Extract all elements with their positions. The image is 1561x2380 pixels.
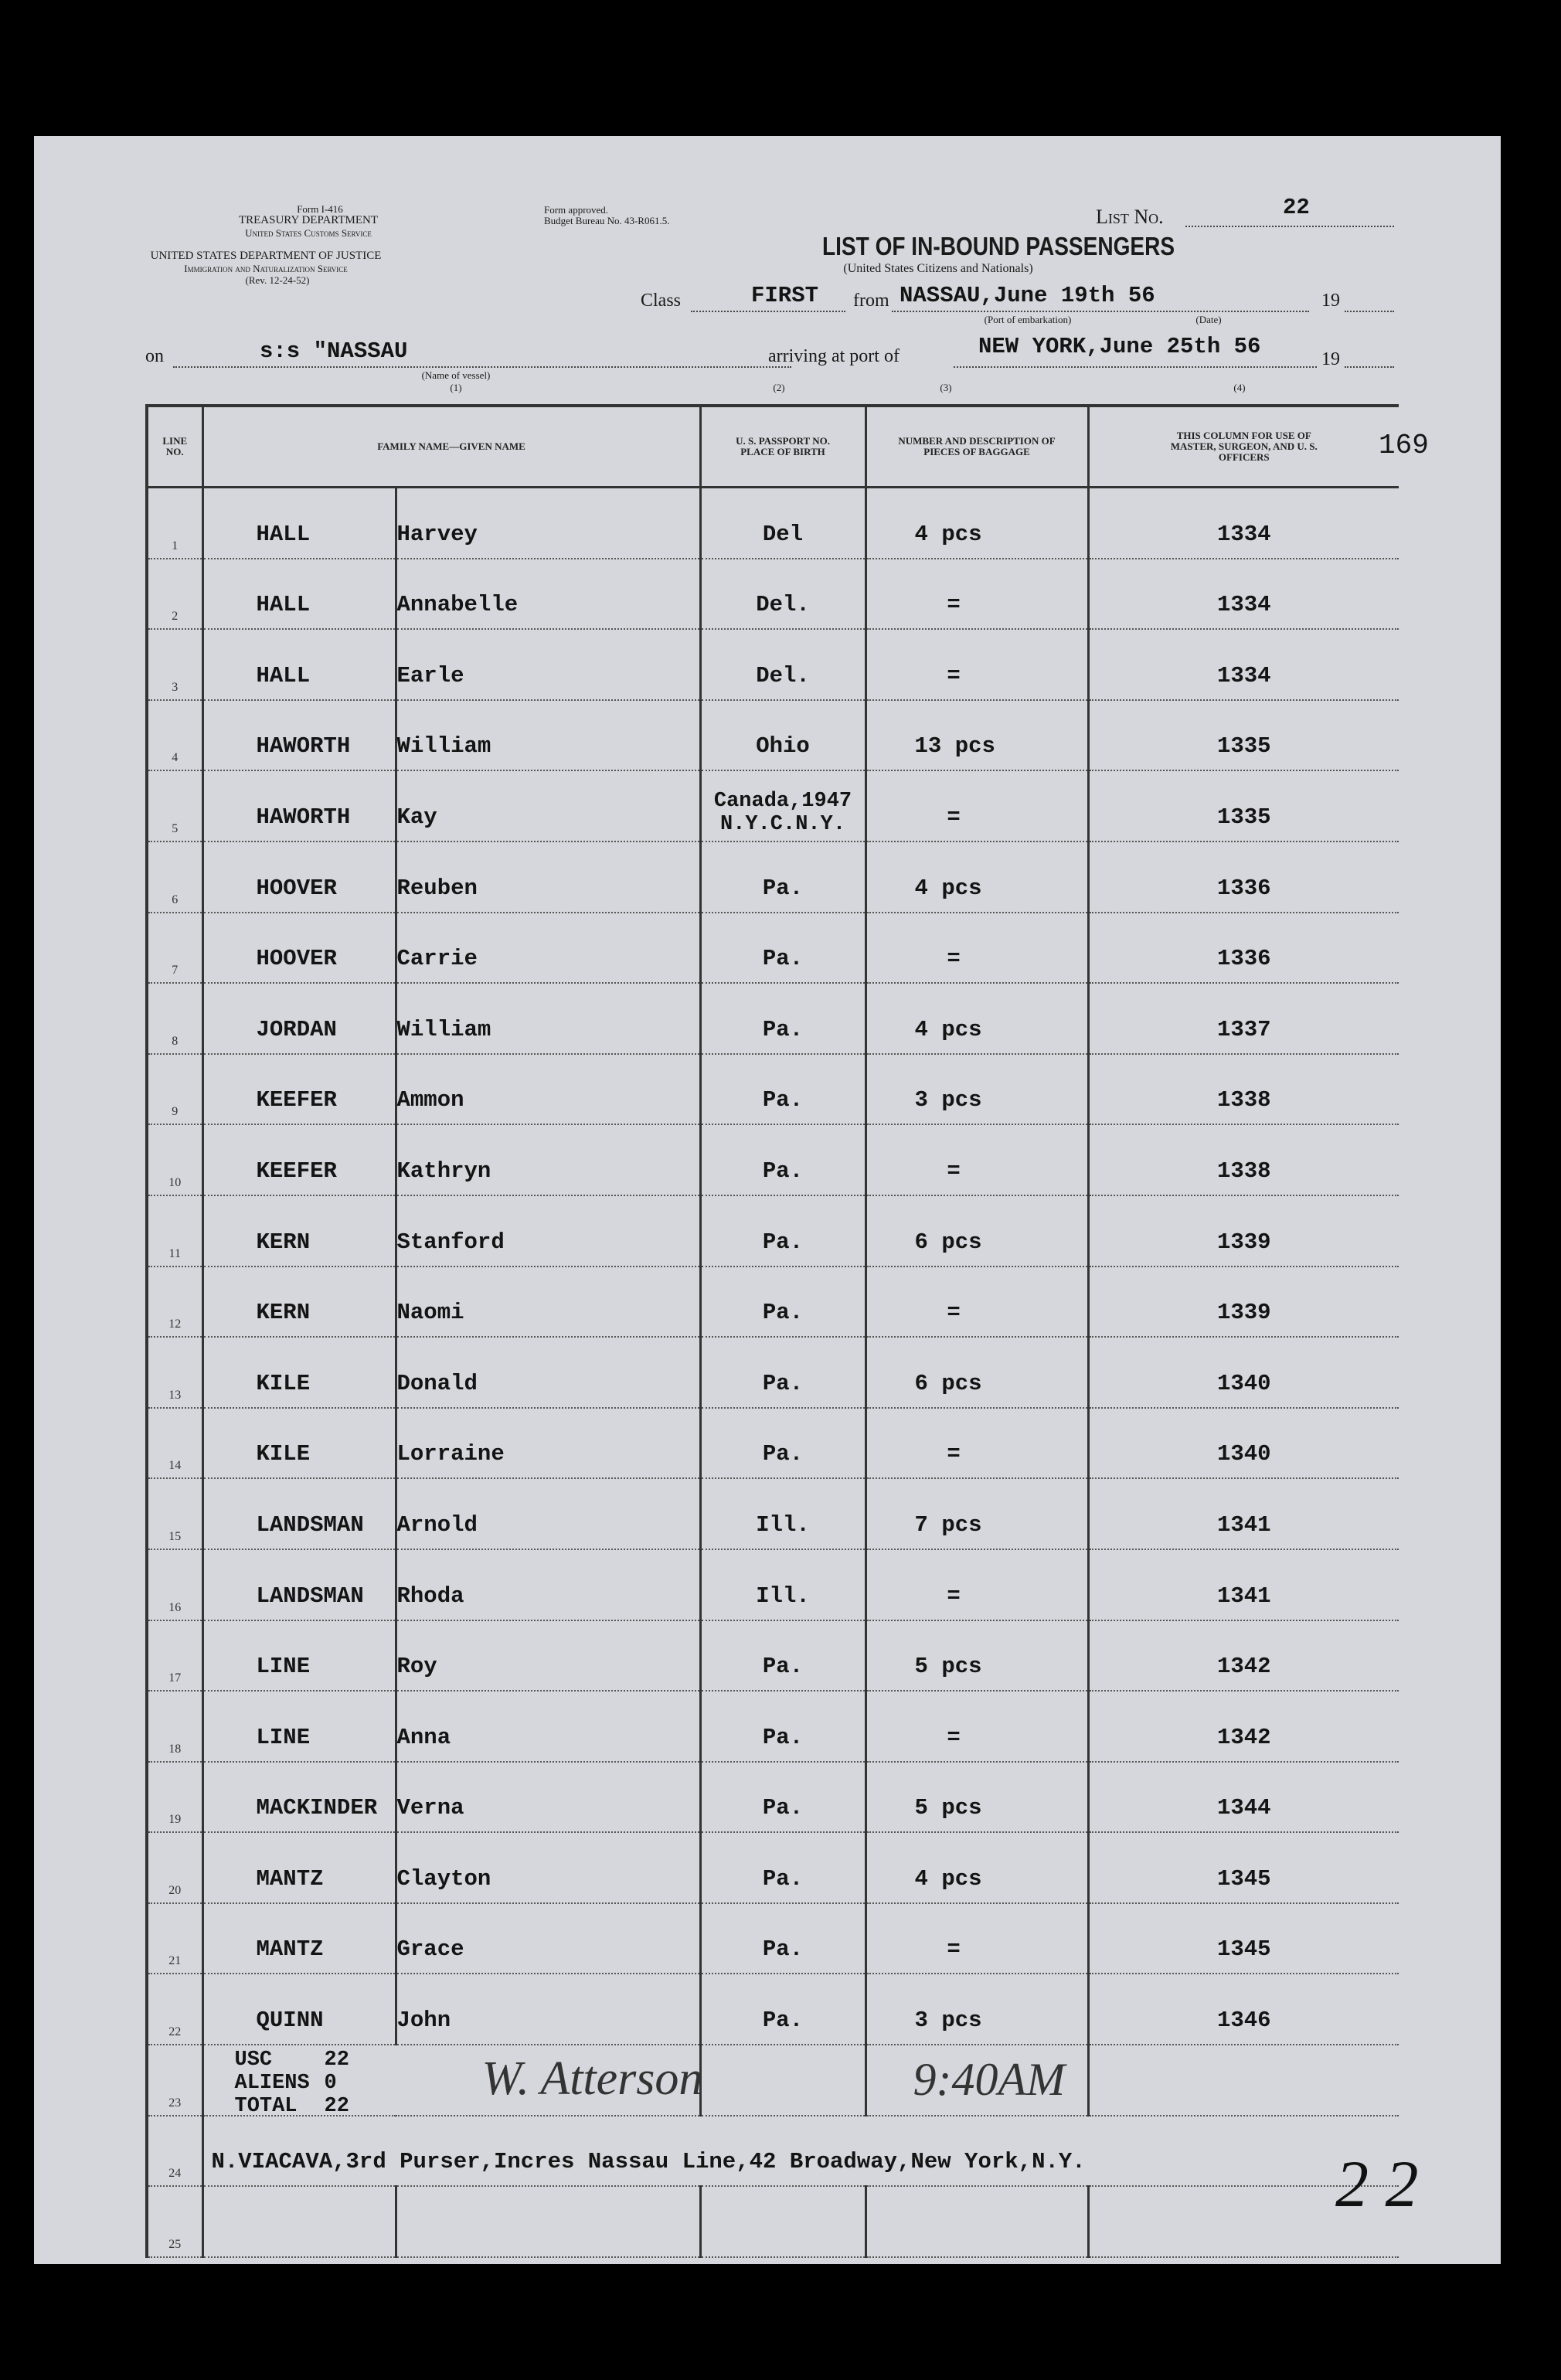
from-label: from (853, 291, 889, 311)
officer-number: 1339 (1216, 1300, 1271, 1326)
family-name: KILE (256, 1441, 311, 1467)
place-of-birth: Del (762, 521, 804, 547)
table-row (147, 1478, 1399, 1549)
year-label: 19 (1321, 291, 1340, 311)
year-label-2: 19 (1321, 349, 1340, 369)
class-label: Class (641, 291, 682, 311)
col2-caption: (2) (773, 382, 785, 393)
line-number: 4 (172, 751, 179, 765)
given-name: Arnold (396, 1511, 478, 1538)
place-of-birth: Pa. (762, 1300, 804, 1326)
family-name: HOOVER (256, 946, 337, 972)
family-name: KEEFER (256, 1087, 337, 1114)
officer-number: 1345 (1216, 1936, 1271, 1963)
family-name: HALL (256, 592, 311, 618)
header-officers: THIS COLUMN FOR USE OF MASTER, SURGEON, AND U. S. OFFICERS (1170, 430, 1318, 463)
on-label: on (145, 346, 164, 366)
place-of-birth: Canada,1947 N.Y.C.N.Y. (713, 789, 852, 836)
baggage: = (947, 592, 961, 618)
line-number: 3 (172, 680, 179, 694)
officer-number: 1341 (1216, 1511, 1271, 1538)
table-row (147, 700, 1399, 771)
line-number: 16 (168, 1600, 182, 1614)
baggage: 5 pcs (914, 1654, 982, 1680)
total-label: TOTAL (234, 2094, 298, 2118)
purser-info: N.VIACAVA,3rd Purser,Incres Nassau Line,42 Broadway,New York,N.Y. (211, 2149, 1086, 2175)
family-name: LANDSMAN (256, 1511, 364, 1538)
family-name: MANTZ (256, 1865, 324, 1892)
total-count: 22 (324, 2094, 349, 2118)
line-number: 8 (172, 1034, 179, 1048)
given-name: Ammon (396, 1087, 464, 1114)
place-of-birth: Pa. (762, 1229, 804, 1255)
header-line-no: LINE NO. (162, 435, 188, 457)
line-number: 23 (168, 2096, 182, 2110)
given-name: John (396, 2008, 451, 2034)
officer-number: 1344 (1216, 1795, 1271, 1821)
given-name: William (396, 733, 491, 760)
form-approved: Form approved. (544, 204, 609, 216)
family-name: LANDSMAN (256, 1583, 364, 1609)
line-number: 24 (168, 2167, 182, 2181)
line-number: 10 (168, 1175, 182, 1189)
form-subtitle: (United States Citizens and Nationals) (843, 262, 1033, 275)
customs-service: United States Customs Service (245, 227, 372, 239)
place-of-birth: Ill. (756, 1583, 810, 1609)
treasury-dept: TREASURY DEPARTMENT (238, 214, 379, 226)
baggage: 4 pcs (914, 521, 982, 547)
handwritten-mark: 2 2 (1335, 2147, 1419, 2221)
line-number: 11 (168, 1246, 181, 1260)
family-name: HAWORTH (256, 804, 351, 830)
place-of-birth: Pa. (762, 1087, 804, 1114)
usc-label: USC (234, 2048, 273, 2072)
officer-number: 1346 (1216, 2008, 1271, 2034)
table-row (147, 983, 1399, 1054)
given-name: Verna (396, 1795, 464, 1821)
baggage: = (947, 1158, 961, 1184)
list-no-label: List No. (1096, 206, 1164, 228)
table-row (147, 1124, 1399, 1195)
family-name: HAWORTH (256, 733, 351, 760)
vessel-caption: (Name of vessel) (421, 369, 491, 381)
embarkation-value: NASSAU,June 19th 56 (900, 283, 1155, 308)
baggage: 4 pcs (914, 875, 982, 901)
line-number: 9 (172, 1105, 179, 1119)
officer-number: 1338 (1216, 1087, 1271, 1114)
family-name: HALL (256, 662, 311, 688)
place-of-birth: Pa. (762, 875, 804, 901)
table-row (147, 1832, 1399, 1903)
officer-number: 1342 (1216, 1654, 1271, 1680)
aliens-label: ALIENS (234, 2071, 310, 2095)
signature: W. Atterson (481, 2052, 703, 2105)
table-row (147, 842, 1399, 913)
table-row (147, 1620, 1399, 1692)
passenger-table (145, 404, 1399, 2258)
place-of-birth: Pa. (762, 946, 804, 972)
form-title: LIST OF IN-BOUND PASSENGERS (822, 232, 1175, 260)
line-number: 6 (172, 892, 179, 906)
table-row (147, 1054, 1399, 1125)
baggage: 5 pcs (914, 1795, 982, 1821)
class-value: FIRST (751, 283, 819, 308)
officer-number: 1334 (1216, 592, 1271, 618)
given-name: Carrie (396, 946, 478, 972)
line-number: 25 (168, 2237, 182, 2251)
header-passport: U. S. PASSPORT NO. PLACE OF BIRTH (736, 435, 830, 457)
given-name: Rhoda (396, 1583, 464, 1609)
given-name: Naomi (396, 1300, 464, 1326)
given-name: William (396, 1016, 491, 1042)
date-caption: (Date) (1195, 314, 1222, 325)
place-of-birth: Pa. (762, 1441, 804, 1467)
officer-number: 1341 (1216, 1583, 1271, 1609)
place-of-birth: Pa. (762, 1158, 804, 1184)
family-name: KILE (256, 1370, 311, 1396)
officer-number: 1334 (1216, 521, 1271, 547)
baggage: 4 pcs (914, 1865, 982, 1892)
baggage: 3 pcs (914, 2008, 982, 2034)
line-number: 12 (168, 1318, 182, 1331)
header-name: FAMILY NAME—GIVEN NAME (377, 440, 525, 452)
table-row (147, 770, 1399, 842)
place-of-birth: Del. (756, 662, 810, 688)
baggage: = (947, 1300, 961, 1326)
baggage: 7 pcs (914, 1511, 982, 1538)
given-name: Clayton (396, 1865, 491, 1892)
family-name: MACKINDER (256, 1795, 378, 1821)
table-row (147, 1195, 1399, 1266)
given-name: Kathryn (396, 1158, 491, 1184)
table-row (147, 913, 1399, 984)
given-name: Roy (396, 1654, 437, 1680)
officer-number: 1342 (1216, 1724, 1271, 1750)
place-of-birth: Ill. (756, 1511, 810, 1538)
line-number: 7 (172, 964, 179, 978)
given-name: Lorraine (396, 1441, 505, 1467)
line-number: 20 (168, 1883, 182, 1897)
family-name: HOOVER (256, 875, 337, 901)
officer-number: 1334 (1216, 662, 1271, 688)
given-name: Donald (396, 1370, 478, 1396)
table-row (147, 1549, 1399, 1620)
given-name: Reuben (396, 875, 478, 901)
revision-date: (Rev. 12-24-52) (245, 274, 310, 286)
place-of-birth: Pa. (762, 1865, 804, 1892)
family-name: JORDAN (256, 1016, 337, 1042)
family-name: KERN (256, 1229, 311, 1255)
line-number: 19 (168, 1813, 182, 1827)
family-name: HALL (256, 521, 311, 547)
baggage: = (947, 1724, 961, 1750)
line-number: 18 (168, 1742, 182, 1756)
place-of-birth: Pa. (762, 1795, 804, 1821)
baggage: 3 pcs (914, 1087, 982, 1114)
table-row (147, 1762, 1399, 1833)
officer-number: 1339 (1216, 1229, 1271, 1255)
justice-dept: UNITED STATES DEPARTMENT OF JUSTICE (150, 250, 382, 262)
place-of-birth: Pa. (762, 1936, 804, 1963)
col4-caption: (4) (1233, 382, 1246, 393)
given-name: Stanford (396, 1229, 505, 1255)
table-row (147, 488, 1399, 559)
baggage: 6 pcs (914, 1370, 982, 1396)
table-row (147, 629, 1399, 700)
line-number: 2 (172, 610, 179, 624)
family-name: KEEFER (256, 1158, 337, 1184)
immigration-service: Immigration and Naturalization Service (184, 263, 348, 274)
family-name: KERN (256, 1300, 311, 1326)
arrival-value: NEW YORK,June 25th 56 (978, 334, 1261, 359)
place-of-birth: Pa. (762, 2008, 804, 2034)
line-number: 17 (168, 1671, 182, 1685)
line-number: 13 (168, 1388, 182, 1402)
officer-number: 1336 (1216, 875, 1271, 901)
arriving-label: arriving at port of (768, 346, 900, 366)
form-number: Form I-416 (297, 203, 343, 215)
page-stamp: 169 (1379, 430, 1429, 461)
place-of-birth: Pa. (762, 1370, 804, 1396)
table-row (147, 1408, 1399, 1479)
given-name: Annabelle (396, 592, 519, 618)
officer-number: 1345 (1216, 1865, 1271, 1892)
officer-number: 1335 (1216, 804, 1271, 830)
baggage: = (947, 1936, 961, 1963)
manifest-page (34, 136, 1501, 2264)
budget-bureau: Budget Bureau No. 43-R061.5. (544, 215, 670, 226)
place-of-birth: Pa. (762, 1654, 804, 1680)
signature-time: 9:40AM (913, 2054, 1066, 2106)
baggage: 6 pcs (914, 1229, 982, 1255)
place-of-birth: Ohio (756, 733, 810, 760)
col3-caption: (3) (940, 382, 952, 393)
given-name: Harvey (396, 521, 478, 547)
place-of-birth: Del. (756, 592, 810, 618)
header-baggage: NUMBER AND DESCRIPTION OF PIECES OF BAGGAGE (898, 435, 1056, 457)
table-row (147, 1337, 1399, 1408)
table-row (147, 1974, 1399, 2045)
baggage: = (947, 804, 961, 830)
table-row (147, 1266, 1399, 1338)
given-name: Grace (396, 1936, 464, 1963)
place-of-birth: Pa. (762, 1724, 804, 1750)
officer-number: 1336 (1216, 946, 1271, 972)
given-name: Kay (396, 804, 437, 830)
line-number: 22 (168, 2025, 182, 2039)
vessel-value: s:s "NASSAU (260, 338, 408, 364)
baggage: = (947, 946, 961, 972)
given-name: Earle (396, 662, 464, 688)
family-name: LINE (256, 1654, 311, 1680)
officer-number: 1338 (1216, 1158, 1271, 1184)
line-number: 14 (168, 1459, 182, 1473)
officer-number: 1335 (1216, 733, 1271, 760)
family-name: MANTZ (256, 1936, 324, 1963)
col1-caption: (1) (450, 382, 462, 393)
baggage: = (947, 1583, 961, 1609)
list-no-value: 22 (1283, 195, 1310, 220)
table-row (147, 1903, 1399, 1974)
baggage: 4 pcs (914, 1016, 982, 1042)
table-row (147, 1691, 1399, 1762)
line-number: 1 (172, 539, 179, 552)
family-name: LINE (256, 1724, 311, 1750)
officer-number: 1340 (1216, 1441, 1271, 1467)
line-number: 5 (172, 821, 179, 835)
table-row (147, 559, 1399, 630)
officer-number: 1337 (1216, 1016, 1271, 1042)
baggage: = (947, 662, 961, 688)
baggage: 13 pcs (914, 733, 995, 760)
given-name: Anna (396, 1724, 451, 1750)
line-number: 21 (168, 1954, 182, 1968)
family-name: QUINN (256, 2008, 324, 2034)
line-number: 15 (168, 1529, 182, 1543)
officer-number: 1340 (1216, 1370, 1271, 1396)
usc-count: 22 (324, 2048, 349, 2072)
port-caption: (Port of embarkation) (984, 314, 1072, 325)
baggage: = (947, 1441, 961, 1467)
aliens-count: 0 (324, 2071, 337, 2095)
place-of-birth: Pa. (762, 1016, 804, 1042)
